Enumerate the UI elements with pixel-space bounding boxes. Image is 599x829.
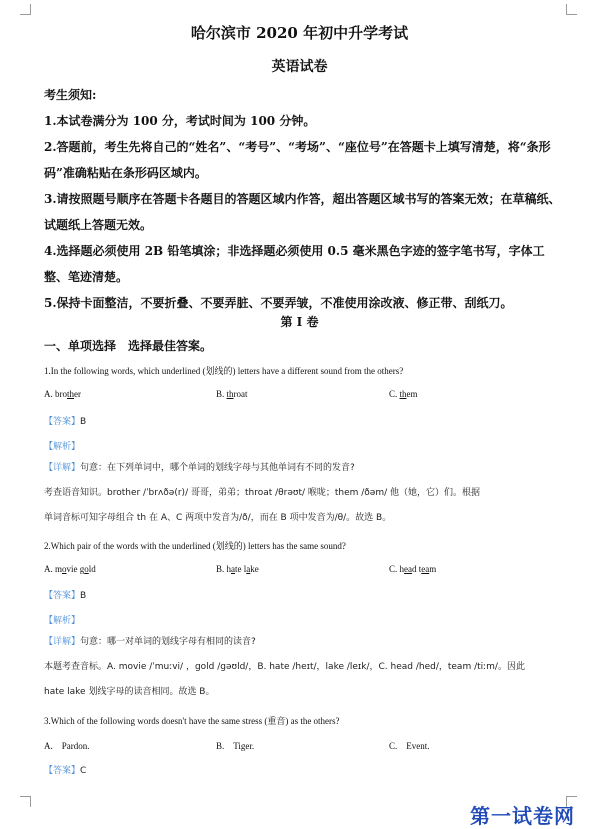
notice-block <box>44 82 564 316</box>
answer-label: 【答案】B <box>44 591 87 601</box>
option-b: B. hate lake <box>216 564 259 574</box>
notice-heading: 考生须知: <box>44 88 97 102</box>
option-c: C. head team <box>389 564 437 574</box>
exam-title: 哈尔滨市 2020 年初中升学考试 <box>190 24 409 42</box>
option-a: A. Pardon. <box>44 741 90 751</box>
corner-mark-bottom-left <box>20 796 31 807</box>
analysis-label: 【解析】 <box>44 616 81 626</box>
corner-mark-top-left <box>20 4 31 15</box>
part-title: 第 I 卷 <box>280 315 319 329</box>
question-stem: 2.Which pair of the words with the underlined (划线的) letters has the same sound? <box>44 541 346 551</box>
option-a: A. movie gold <box>44 564 96 574</box>
answer-label: 【答案】C <box>44 766 87 776</box>
notice-item: 2.答题前，考生先将自己的“姓名”、“考号”、“考场”、“座位号”在答题卡上填写清楚，将“条形码”准确粘贴在条形码区域内。 <box>44 140 551 180</box>
notice-item: 5.保持卡面整洁，不要折叠、不要弄脏、不要弄皱，不准使用涂改液、修正带、刮纸刀。 <box>44 296 513 310</box>
option-b: B. Tiger. <box>216 741 255 751</box>
option-b: B. throat <box>216 389 248 399</box>
question-stem: 3.Which of the following words doesn't have the same stress (重音) as the others? <box>44 716 340 726</box>
notice-item: 1.本试卷满分为 100 分，考试时间为 100 分钟。 <box>44 114 316 128</box>
site-watermark-logo: 第一试卷网 <box>470 804 575 828</box>
analysis-label: 【解析】 <box>44 442 81 452</box>
section-title: 一、单项选择 选择最佳答案。 <box>44 339 213 353</box>
answer-label: 【答案】B <box>44 417 87 427</box>
answer-explanation: 【详解】句意：哪一对单词的划线字母有相同的读音? 本题考查音标。A. movie /ˈmuːvi/ ，gold /gəʊld/，B. hate /heɪt/，lake /leɪk/，C. head /hed/，team /tiːm/。因此 hate lake 划线字母的读音相同。故选 B。 <box>44 637 525 697</box>
exam-subtitle: 英语试卷 <box>271 59 328 75</box>
notice-item: 3.请按照题号顺序在答题卡各题目的答题区域内作答，超出答题区域书写的答案无效；在草稿纸、试题纸上答题无效。 <box>44 192 561 232</box>
answer-explanation: 【详解】句意：在下列单词中，哪个单词的划线字母与其他单词有不同的发音? 考查语音知识。brother /ˈbrʌðə(r)/ 哥哥，弟弟；throat /θrəʊt/ 喉咙；them /ðəm/ 他（她，它）们。根据 单词音标可知字母组合 th 在 A、C 两项中发音为/ð/，而在 B 项中发音为/θ/。故选 B。 <box>44 463 480 523</box>
option-a: A. brother <box>44 389 82 399</box>
corner-mark-top-right <box>566 4 577 15</box>
option-c: C. Event. <box>389 741 430 751</box>
notice-item: 4.选择题必须使用 2B 铅笔填涂；非选择题必须使用 0.5 毫米黑色字迹的签字笔书写，字体工整、笔迹清楚。 <box>44 244 545 284</box>
option-c: C. them <box>389 389 418 399</box>
question-stem: 1.In the following words, which underlined (划线的) letters have a different sound from the others? <box>44 366 404 376</box>
